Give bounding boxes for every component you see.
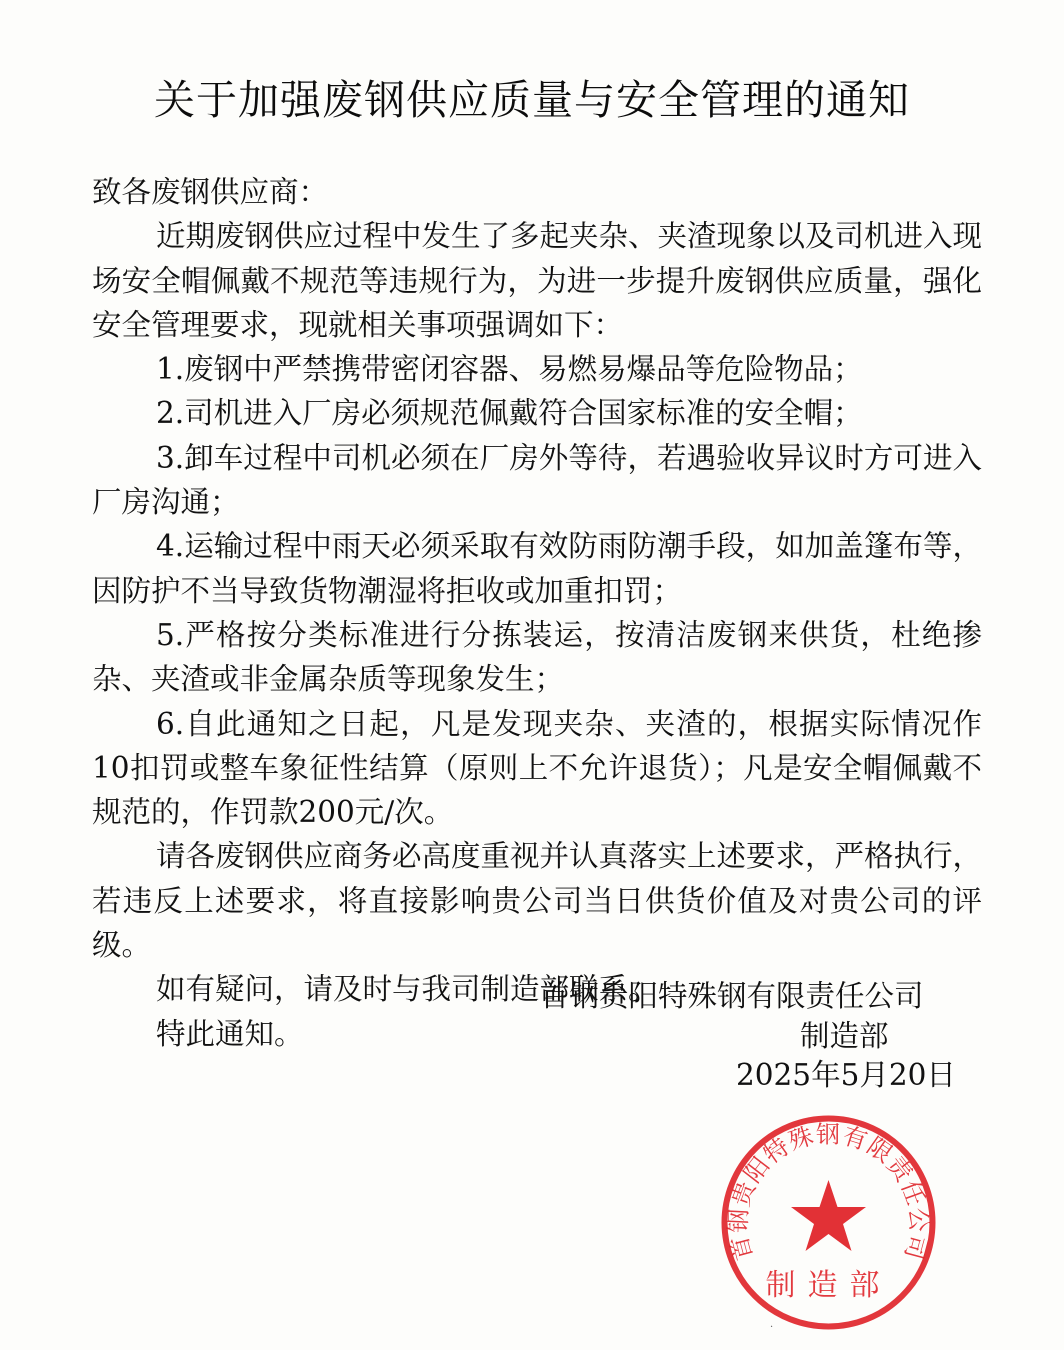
signature-date: 2025年5月20日 [736,1058,956,1092]
seal-ring-text: 首钢贵阳特殊钢有限责任公司 [724,1120,933,1264]
closing-line: 特此通知。 [156,1016,304,1051]
greeting-line: 致各废钢供应商： [92,175,329,209]
rule-item-6: 6.自此通知之日起，凡是发现夹杂、夹渣的，根据实际情况作10扣罚或整车象征性结算（原则上不允许退货）；凡是安全帽佩戴不规范的，作罚款200元/次。 [92,706,982,830]
intro-paragraph: 近期废钢供应过程中发生了多起夹杂、夹渣现象以及司机进入现场安全帽佩戴不规范等违规行为，为进一步提升废钢供应质量，强化安全管理要求，现就相关事项强调如下： [92,219,983,342]
signature-company: 首钢贵阳特殊钢有限责任公司 [540,979,924,1013]
contact-paragraph: 如有疑问，请及时与我司制造部联系。 [156,972,658,1007]
rule-item-3: 3.卸车过程中司机必须在厂房外等待，若遇验收异议时方可进入厂房沟通； [92,440,982,520]
rule-item-4: 4.运输过程中雨天必须采取有效防雨防潮手段，如加盖篷布等，因防护不当导致货物潮湿将拒收或加重扣罚； [92,529,982,608]
seal-graphic [716,1110,941,1335]
document-title: 关于加强废钢供应质量与安全管理的通知 [154,76,910,124]
official-seal [716,1110,941,1335]
rule-item-1: 1.废钢中严禁携带密闭容器、易燃易爆品等危险物品； [156,352,863,387]
document-body [92,170,982,1056]
scan-speck: · [770,1322,774,1333]
signature-department: 制造部 [800,1019,889,1053]
rule-item-2: 2.司机进入厂房必须规范佩戴符合国家标准的安全帽； [156,396,863,431]
rule-item-5: 5.严格按分类标准进行分拣装运，按清洁废钢来供货，杜绝掺杂、夹渣或非金属杂质等现象发生； [92,617,982,697]
request-paragraph: 请各废钢供应商务必高度重视并认真落实上述要求，严格执行，若违反上述要求，将直接影响贵公司当日供货价值及对贵公司的评级。 [92,839,983,963]
star-icon [791,1180,866,1251]
seal-center-text: 制造部 [765,1268,892,1303]
